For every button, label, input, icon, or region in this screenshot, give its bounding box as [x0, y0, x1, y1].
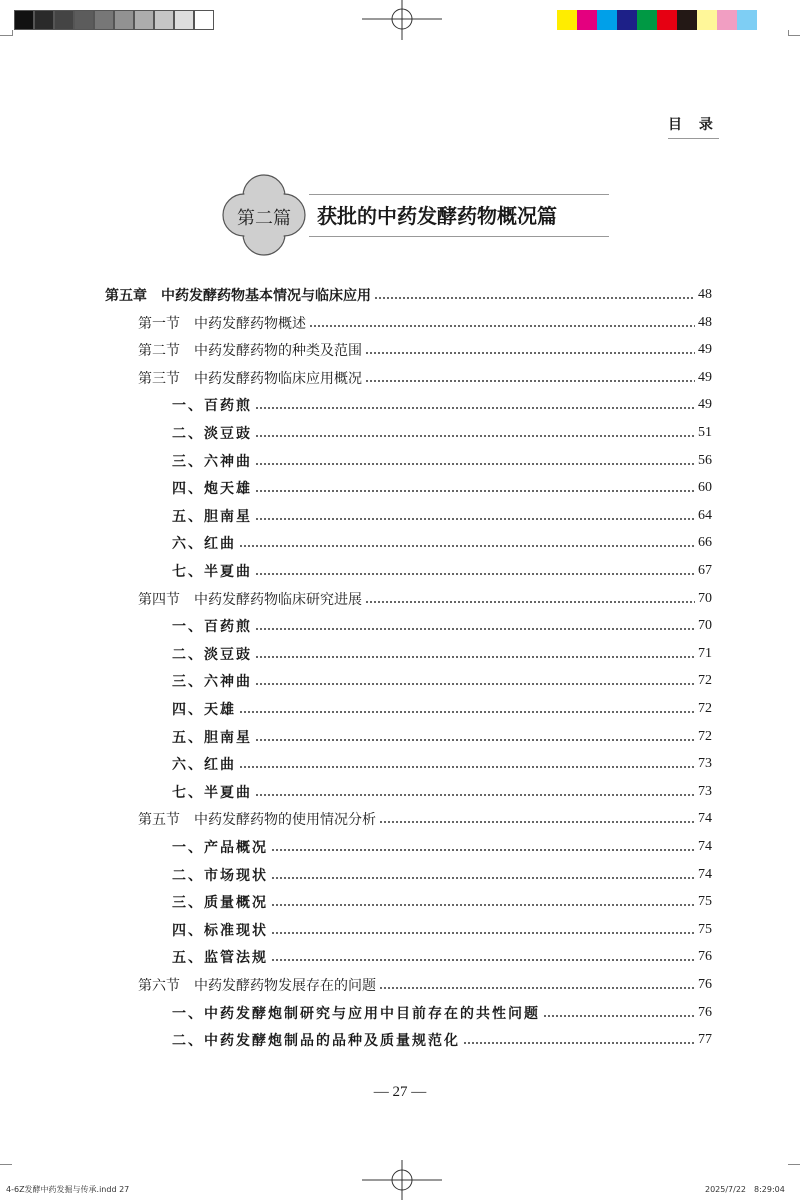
dot-leader	[271, 959, 695, 961]
toc-entry-section[interactable]	[138, 367, 712, 389]
divider	[309, 236, 609, 237]
toc-entry-page: 76	[698, 977, 712, 992]
toc-entry-page: 77	[698, 1032, 712, 1048]
color-swatch	[637, 10, 657, 30]
toc-entry-page: 73	[698, 756, 712, 772]
toc-entry-section[interactable]	[138, 339, 712, 361]
toc-entry-page: 51	[698, 425, 712, 440]
color-swatch	[577, 10, 597, 30]
toc-entry-page: 73	[698, 783, 712, 799]
toc-entry-label: 第二节 中药发酵药物的种类及范围	[138, 343, 362, 360]
toc-entry-label: 一、百药煎	[172, 398, 252, 415]
toc-entry-item[interactable]	[172, 477, 712, 499]
dot-leader	[309, 325, 695, 327]
toc-entry-page: 74	[698, 811, 712, 827]
toc-entry-section[interactable]	[138, 974, 712, 996]
toc-entry-page: 75	[698, 921, 712, 937]
crop-mark	[0, 1164, 12, 1165]
dot-leader	[239, 711, 695, 713]
toc-entry-item[interactable]	[172, 753, 712, 775]
toc-entry-item[interactable]	[172, 560, 712, 582]
toc-entry-item[interactable]	[172, 1002, 712, 1024]
color-swatch	[697, 10, 717, 30]
toc-entry-item[interactable]	[172, 726, 712, 748]
dot-leader	[239, 766, 695, 768]
running-header: 目 录	[668, 114, 719, 139]
toc-entry-item[interactable]	[172, 698, 712, 720]
toc-entry-page: 76	[698, 1004, 712, 1020]
toc-entry-label: 六、红曲	[172, 536, 236, 553]
dot-leader	[271, 849, 695, 851]
color-swatch	[557, 10, 577, 30]
part-heading: 获批的中药发酵药物概况篇	[317, 204, 557, 228]
toc-entry-item[interactable]	[172, 615, 712, 637]
toc-entry-item[interactable]	[172, 394, 712, 416]
cmyk-color-bar	[557, 10, 757, 30]
dot-leader	[255, 463, 695, 465]
toc-entry-page: 48	[698, 287, 712, 302]
toc-entry-page: 74	[698, 866, 712, 882]
dot-leader	[255, 490, 695, 492]
toc-entry-label: 第四节 中药发酵药物临床研究进展	[138, 591, 362, 608]
crop-mark	[12, 30, 13, 36]
toc-entry-item[interactable]	[172, 836, 712, 858]
toc-entry-section[interactable]	[138, 312, 712, 334]
toc-entry-page: 71	[698, 645, 712, 661]
toc-entry-label: 七、半夏曲	[172, 784, 252, 801]
toc-entry-page: 70	[698, 618, 712, 634]
color-swatch	[74, 10, 94, 30]
toc-entry-label: 五、监管法规	[172, 950, 268, 967]
toc-entry-label: 七、半夏曲	[172, 564, 252, 580]
dot-leader	[255, 573, 695, 575]
toc-entry-page: 72	[698, 701, 712, 716]
slug-file-name: 4-6Z发酵中药发掘与传承.indd 27	[6, 1185, 130, 1194]
dot-leader	[255, 683, 695, 685]
dot-leader	[255, 628, 695, 630]
toc-entry-label: 六、红曲	[172, 757, 236, 774]
toc-entry-item[interactable]	[172, 781, 712, 803]
dot-leader	[463, 1042, 695, 1044]
grayscale-color-bar	[14, 10, 214, 30]
toc-entry-item[interactable]	[172, 532, 712, 554]
color-swatch	[194, 10, 214, 30]
dot-leader	[255, 656, 695, 658]
color-swatch	[134, 10, 154, 30]
toc-entry-label: 三、六神曲	[172, 453, 252, 470]
toc-entry-item[interactable]	[172, 946, 712, 968]
color-swatch	[737, 10, 757, 30]
dot-leader	[365, 352, 695, 354]
color-swatch	[174, 10, 194, 30]
toc-entry-item[interactable]	[172, 670, 712, 692]
toc-entry-section[interactable]	[138, 808, 712, 830]
color-swatch	[617, 10, 637, 30]
crop-mark	[788, 30, 789, 36]
slug-timestamp: 2025/7/22 8:29:04	[705, 1185, 785, 1194]
toc-entry-item[interactable]	[172, 422, 712, 444]
toc-entry-label: 第一节 中药发酵药物概述	[138, 315, 306, 332]
toc-entry-label: 四、炮天雄	[172, 481, 252, 498]
dot-leader	[543, 1015, 695, 1017]
toc-entry-page: 56	[698, 452, 712, 468]
toc-entry-page: 49	[698, 369, 712, 385]
toc-entry-page: 70	[698, 590, 712, 606]
dot-leader	[255, 794, 695, 796]
toc-entry-label: 第六节 中药发酵药物发展存在的问题	[138, 978, 376, 994]
dot-leader	[239, 545, 695, 547]
toc-entry-page: 72	[698, 728, 712, 744]
registration-mark-bottom	[362, 1160, 442, 1200]
toc-entry-label: 一、百药煎	[172, 619, 252, 636]
toc-entry-label: 五、胆南星	[172, 508, 252, 525]
toc-entry-chapter[interactable]	[105, 284, 712, 306]
toc-entry-item[interactable]	[172, 1029, 712, 1051]
toc-entry-page: 64	[698, 507, 712, 523]
color-swatch	[54, 10, 74, 30]
toc-entry-item[interactable]	[172, 891, 712, 913]
dot-leader	[255, 407, 695, 409]
color-swatch	[677, 10, 697, 30]
toc-entry-label: 三、质量概况	[172, 895, 268, 912]
color-swatch	[14, 10, 34, 30]
toc-entry-page: 72	[698, 673, 712, 689]
toc-entry-label: 一、中药发酵炮制研究与应用中目前存在的共性问题	[172, 1005, 540, 1022]
toc-entry-label: 第五章 中药发酵药物基本情况与临床应用	[105, 288, 371, 304]
toc-entry-page: 74	[698, 839, 712, 854]
toc-entry-page: 49	[698, 397, 712, 413]
dot-leader	[255, 739, 695, 741]
toc-entry-label: 五、胆南星	[172, 729, 252, 746]
dot-leader	[255, 518, 695, 520]
color-swatch	[34, 10, 54, 30]
dot-leader	[255, 435, 695, 437]
crop-mark	[0, 35, 12, 36]
toc-entry-page: 60	[698, 480, 712, 496]
crop-mark	[788, 1164, 800, 1165]
toc-entry-page: 76	[698, 949, 712, 965]
toc-entry-label: 三、六神曲	[172, 674, 252, 691]
toc-entry-label: 一、产品概况	[172, 840, 268, 856]
dot-leader	[374, 297, 695, 299]
toc-entry-item[interactable]	[172, 864, 712, 886]
toc-entry-label: 二、淡豆豉	[172, 646, 252, 663]
color-swatch	[657, 10, 677, 30]
toc-entry-page: 48	[698, 314, 712, 330]
part-badge-label: 第二篇	[237, 208, 291, 229]
toc-entry-section[interactable]	[138, 588, 712, 610]
toc-entry-label: 第五节 中药发酵药物的使用情况分析	[138, 812, 376, 829]
toc-entry-label: 二、市场现状	[172, 867, 268, 884]
dot-leader	[379, 987, 695, 989]
dot-leader	[271, 904, 695, 906]
crop-mark	[788, 35, 800, 36]
dot-leader	[379, 821, 695, 823]
dot-leader	[365, 601, 695, 603]
color-swatch	[94, 10, 114, 30]
dot-leader	[365, 380, 695, 382]
color-swatch	[597, 10, 617, 30]
toc-entry-item[interactable]	[172, 643, 712, 665]
toc-entry-label: 四、标准现状	[172, 922, 268, 939]
toc-entry-page: 67	[698, 563, 712, 578]
registration-mark-top	[362, 0, 442, 40]
toc-entry-item[interactable]	[172, 505, 712, 527]
divider	[309, 194, 609, 195]
toc-entry-page: 75	[698, 894, 712, 910]
dot-leader	[271, 877, 695, 879]
toc-entry-label: 二、中药发酵炮制品的品种及质量规范化	[172, 1033, 460, 1050]
color-swatch	[114, 10, 134, 30]
toc-entry-item[interactable]	[172, 450, 712, 472]
toc-entry-label: 四、天雄	[172, 702, 236, 718]
toc-entry-page: 66	[698, 535, 712, 551]
toc-entry-label: 二、淡豆豉	[172, 426, 252, 442]
dot-leader	[271, 932, 695, 934]
color-swatch	[154, 10, 174, 30]
toc-entry-label: 第三节 中药发酵药物临床应用概况	[138, 370, 362, 387]
color-swatch	[717, 10, 737, 30]
toc-entry-page: 49	[698, 342, 712, 358]
part-title-block	[221, 174, 601, 256]
page-number: — 27 —	[373, 1084, 427, 1100]
toc-entry-item[interactable]	[172, 919, 712, 941]
